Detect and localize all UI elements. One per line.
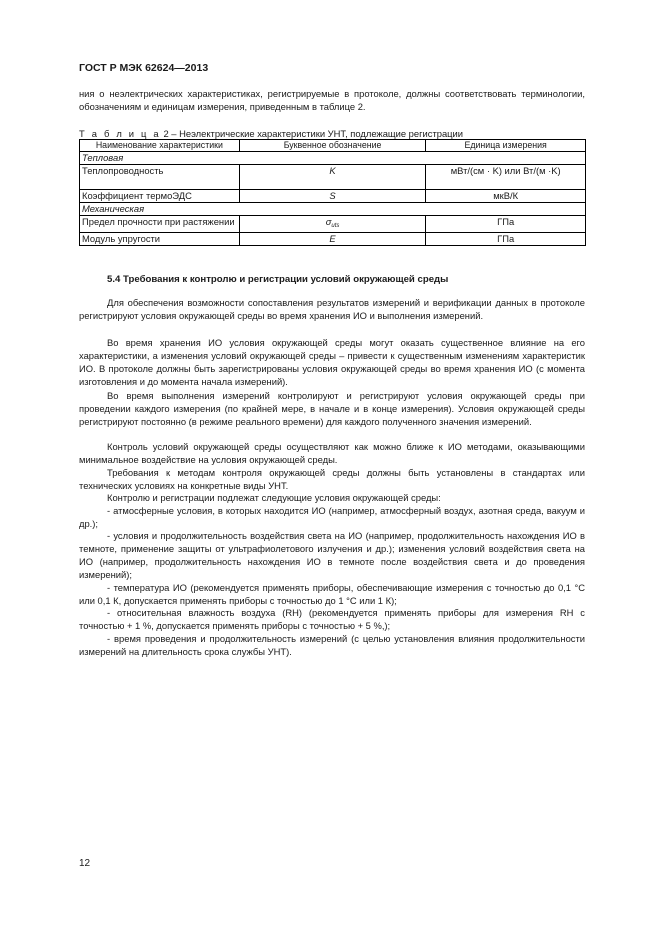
row-name: Теплопроводность: [80, 165, 240, 190]
list-item: - температура ИО (рекомендуется применять приборы, обеспечивающие измерения с точностью до 0,1 °С или 0,1 К, допускается применять приборы с точностью до 1 °С или 1 К);: [79, 582, 585, 606]
row-name: Предел прочности при растяжении: [80, 216, 240, 233]
row-unit: ГПа: [426, 233, 586, 246]
page-number: 12: [79, 858, 91, 869]
row-symbol: K: [239, 165, 426, 190]
table-caption-prefix: Т а б л и ц а: [79, 128, 161, 139]
group-row-mechanical: [80, 203, 586, 216]
paragraph: Контроль условий окружающей среды осуществляют как можно ближе к ИО методами, оказывающими минимальное воздействие на условия окружающей среды.: [79, 441, 585, 465]
row-name: Коэффициент термоЭДС: [80, 190, 240, 203]
header-symbol: Буквенное обозначение: [239, 140, 426, 152]
row-name: Модуль упругости: [80, 233, 240, 246]
list-item: - относительная влажность воздуха (RH) (рекомендуется применять приборы для измерения RH с точностью + 1 %, допускается применять приборы с точностью + 5 %,);: [79, 607, 585, 631]
list-item: - атмосферные условия, в которых находится ИО (например, атмосферный воздух, азотная среда, вакуум и др.);: [79, 505, 585, 529]
paragraph: Во время хранения ИО условия окружающей среды могут оказать существенное влияние на его характеристики, а изменения условий окружающей среды – привести к существенным изменениям характеристик ИО. В протоколе должны быть зарегистрированы условия окружающей среды во время хранения ИО (с момента изготовления и до момента начала измерений).: [79, 337, 585, 387]
table-row: [80, 233, 586, 246]
row-symbol: [239, 216, 426, 233]
table-header-row: [80, 140, 586, 152]
group-row-thermal: [80, 152, 586, 165]
paragraph: Требования к методам контроля окружающей среды должны быть установлены в стандартах или технических условиях на конкретные виды УНТ.: [79, 467, 585, 491]
document-header: ГОСТ Р МЭК 62624—2013: [79, 62, 209, 74]
table-caption: [79, 128, 463, 139]
header-name: Наименование характеристики: [80, 140, 240, 152]
table-row: [80, 165, 586, 190]
symbol-subscript: uts: [331, 223, 340, 229]
symbol-sigma: σ: [325, 216, 332, 227]
table-row: [80, 190, 586, 203]
paragraph: Контролю и регистрации подлежат следующие условия окружающей среды:: [107, 492, 441, 503]
intro-paragraph: ния о неэлектрических характеристиках, регистрируемые в протоколе, должны соответствовать терминологии, обозначениям и единицам измерения, приведенным в таблице 2.: [79, 88, 585, 112]
table-row: [80, 216, 586, 233]
section-title: 5.4 Требования к контролю и регистрации условий окружающей среды: [107, 274, 449, 285]
paragraph: Для обеспечения возможности сопоставления результатов измерений и верификации данных в протоколе регистрируют условия окружающей среды во время хранения ИО и выполнения измерений.: [79, 297, 585, 321]
row-unit: ГПа: [426, 216, 586, 233]
paragraph: Во время выполнения измерений контролируют и регистрируют условия окружающей среды при проведении каждого измерения (по крайней мере, в начале и в конце измерения). Условия окружающей среды регистрируют постоянно (в режиме реального времени) для каждого полученного значения измерений.: [79, 390, 585, 427]
group-label: Тепловая: [80, 152, 586, 165]
row-unit: мВт/(см · K) или Вт/(м ·K): [426, 165, 586, 190]
row-unit: мкВ/К: [426, 190, 586, 203]
header-unit: Единица измерения: [426, 140, 586, 152]
table-caption-text: 2 – Неэлектрические характеристики УНТ, подлежащие регистрации: [160, 128, 464, 139]
list-item: - условия и продолжительность воздействия света на ИО (например, продолжительность нахождения ИО в темноте, применение защиты от ультрафиолетового излучения и др.); изменения условий воздействия света на ИО (например, продолжительность нахождения ИО в темноте после воздействия света и до проведения измерений);: [79, 530, 585, 580]
row-symbol: E: [239, 233, 426, 246]
row-symbol: S: [239, 190, 426, 203]
characteristics-table: [79, 139, 586, 246]
list-item: - время проведения и продолжительность измерений (с целью установления влияния продолжительности измерений на длительность срока службы УНТ).: [79, 633, 585, 657]
group-label: Механическая: [80, 203, 586, 216]
